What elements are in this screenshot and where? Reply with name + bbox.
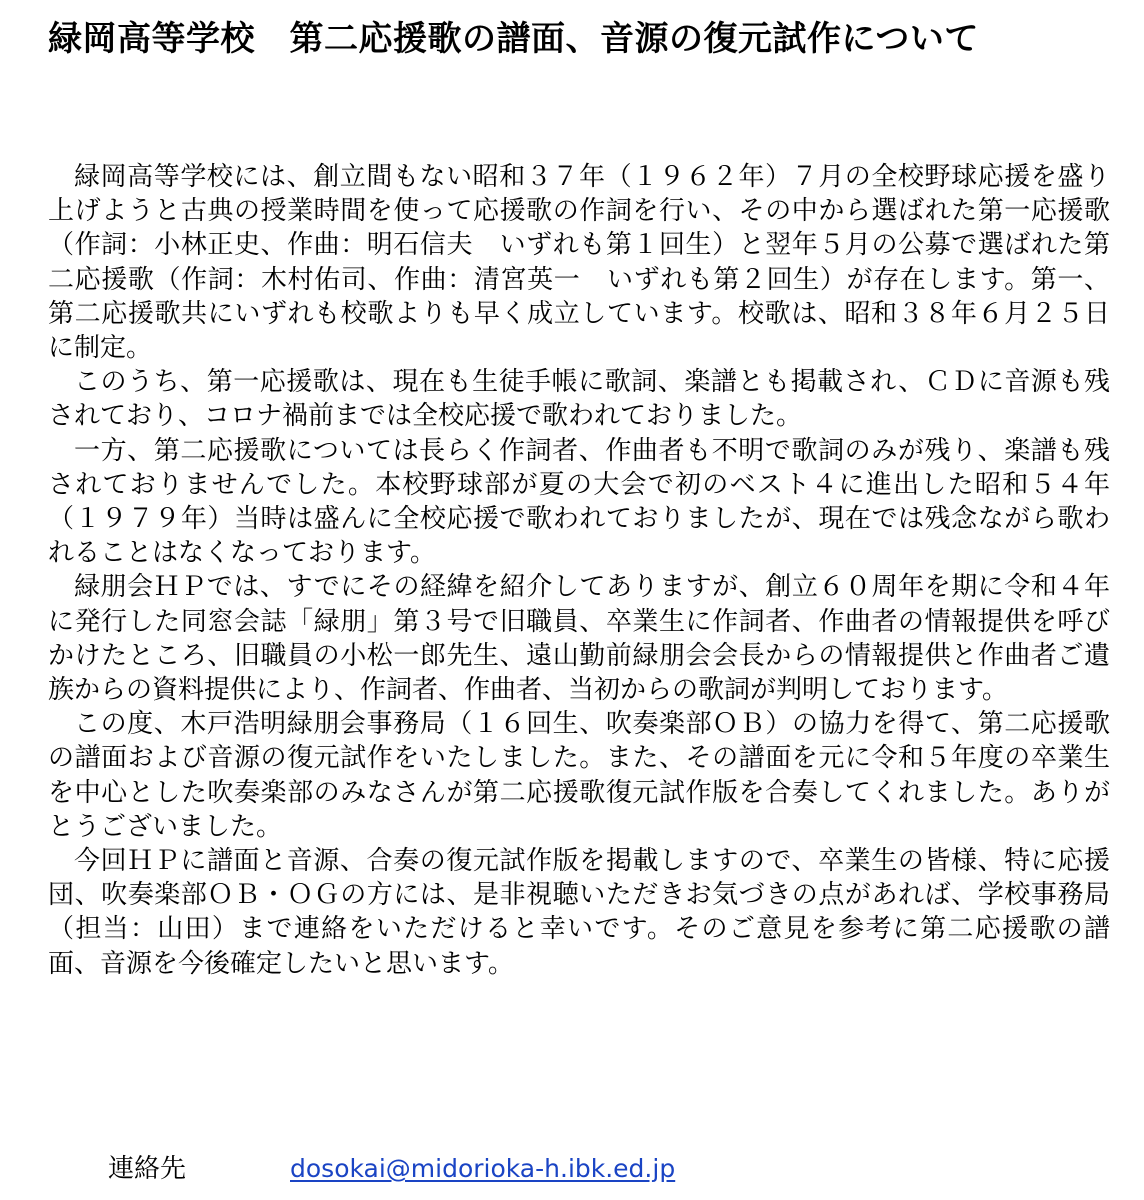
contact-email-link[interactable]: dosokai@midorioka-h.ibk.ed.jp [290,1154,676,1183]
paragraph-history: 緑岡高等学校には、創立間もない昭和３７年（１９６２年）７月の全校野球応援を盛り上げようと古典の授業時間を使って応援歌の作詞を行い、その中から選ばれた第一応援歌（作詞：小林正史、作曲：明石信夫 いずれも第１回生）と翌年５月の公募で選ばれた第二応援歌（作詞：木村佑司、作曲：清宮英一 いずれも第２回生）が存在します。第一、第二応援歌共にいずれも校歌よりも早く成立しています。校歌は、昭和３８年６月２５日に制定。 [48,162,1110,364]
paragraph-investigation: 緑朋会ＨＰでは、すでにその経緯を紹介してありますが、創立６０周年を期に令和４年に発行した同窓会誌「緑朋」第３号で旧職員、卒業生に作詞者、作曲者の情報提供を呼びかけたところ、旧職員の小松一郎先生、遠山勤前緑朋会会長からの情報提供と作曲者ご遺族からの資料提供により、作詞者、作曲者、当初からの歌詞が判明しております。 [48,572,1110,706]
paragraph-restoration: この度、木戸浩明緑朋会事務局（１６回生、吹奏楽部ＯＢ）の協力を得て、第二応援歌の譜面および音源の復元試作をいたしました。また、その譜面を元に令和５年度の卒業生を中心とした吹奏楽部のみなさんが第二応援歌復元試作版を合奏してくれました。ありがとうございました。 [48,709,1110,842]
paragraph-request: 今回ＨＰに譜面と音源、合奏の復元試作版を掲載しますので、卒業生の皆様、特に応援団、吹奏楽部ＯＢ・ＯＧの方には、是非視聴いただきお気づきの点があれば、学校事務局（担当：山田）まで連絡をいただけると幸いです。そのご意見を参考に第二応援歌の譜面、音源を今後確定したいと思います。 [48,846,1110,979]
document-body [48,160,1110,981]
contact-label: 連絡先 [108,1154,187,1184]
paragraph-second-song: 一方、第二応援歌については長らく作詞者、作曲者も不明で歌詞のみが残り、楽譜も残されておりませんでした。本校野球部が夏の大会で初のベスト４に進出した昭和５４年（１９７９年）当時は盛んに全校応援で歌われておりましたが、現在では残念ながら歌われることはなくなっております。 [48,435,1110,569]
page-title: 緑岡高等学校 第二応援歌の譜面、音源の復元試作について [48,19,979,59]
paragraph-first-song: このうち、第一応援歌は、現在も生徒手帳に歌詞、楽譜とも掲載され、ＣＤに音源も残されており、コロナ禍前までは全校応援で歌われておりました。 [48,367,1110,432]
